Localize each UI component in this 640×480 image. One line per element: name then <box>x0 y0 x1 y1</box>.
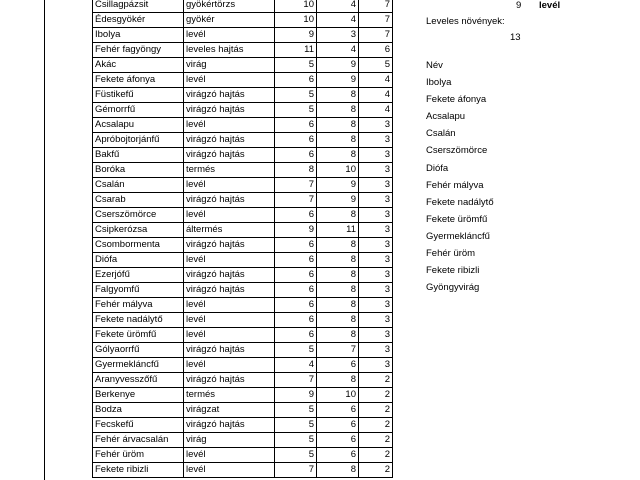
cell-value-a[interactable]: 6 <box>275 298 317 313</box>
cell-part[interactable]: virágzó hajtás <box>184 193 275 208</box>
cell-part[interactable]: levél <box>184 208 275 223</box>
cell-value-a[interactable]: 9 <box>275 388 317 403</box>
cell-value-b[interactable]: 8 <box>317 253 359 268</box>
cell-name[interactable]: Édesgyökér <box>93 13 184 28</box>
cell-value-a[interactable]: 7 <box>275 463 317 478</box>
table-row <box>93 133 393 148</box>
list-item[interactable]: Fehér üröm <box>426 248 476 260</box>
cell-name[interactable]: Berkenye <box>93 388 184 403</box>
cell-value-c[interactable]: 3 <box>359 358 393 373</box>
cell-part[interactable]: levél <box>184 448 275 463</box>
cell-name[interactable]: Cserszömörce <box>93 208 184 223</box>
cell-value-a[interactable]: 6 <box>275 268 317 283</box>
table-row <box>93 298 393 313</box>
table-row <box>93 73 393 88</box>
cell-name[interactable]: Ibolya <box>93 28 184 43</box>
leveles-count-cell[interactable]: 13 <box>510 32 521 43</box>
cell-value-b[interactable]: 10 <box>317 163 359 178</box>
cell-value-b[interactable]: 4 <box>317 43 359 58</box>
cell-value-c[interactable]: 7 <box>359 28 393 43</box>
leveles-label-cell[interactable]: Leveles növények: <box>426 16 505 27</box>
cell-value-a[interactable]: 4 <box>275 358 317 373</box>
cell-value-b[interactable]: 8 <box>317 328 359 343</box>
cell-part[interactable]: termés <box>184 163 275 178</box>
list-item[interactable]: Csalán <box>426 128 456 140</box>
cell-name[interactable]: Csombormenta <box>93 238 184 253</box>
table-row <box>93 268 393 283</box>
list-item[interactable]: Fekete nadálytő <box>426 196 494 208</box>
table-row <box>93 13 393 28</box>
cell-value-a[interactable]: 5 <box>275 343 317 358</box>
cell-value-b[interactable]: 9 <box>317 73 359 88</box>
cell-part[interactable]: virágzó hajtás <box>184 418 275 433</box>
cell-value-a[interactable]: 5 <box>275 88 317 103</box>
table-row <box>93 463 393 478</box>
table-row <box>93 148 393 163</box>
cell-value-c[interactable]: 2 <box>359 433 393 448</box>
table-row <box>93 343 393 358</box>
cell-part[interactable]: levél <box>184 328 275 343</box>
table-row <box>93 88 393 103</box>
cell-part[interactable]: virágzó hajtás <box>184 343 275 358</box>
cell-value-c[interactable]: 7 <box>359 13 393 28</box>
cell-value-c[interactable]: 3 <box>359 268 393 283</box>
cell-value-a[interactable]: 5 <box>275 58 317 73</box>
cell-value-a[interactable]: 6 <box>275 328 317 343</box>
cell-value-b[interactable]: 6 <box>317 448 359 463</box>
data-table-body <box>93 0 393 478</box>
cell-name[interactable]: Csalán <box>93 178 184 193</box>
cell-value-c[interactable]: 3 <box>359 208 393 223</box>
cell-part[interactable]: virág <box>184 58 275 73</box>
cell-name[interactable]: Fehér fagyöngy <box>93 43 184 58</box>
cell-name[interactable]: Fehér mályva <box>93 298 184 313</box>
table-row <box>93 238 393 253</box>
cell-value-b[interactable]: 8 <box>317 463 359 478</box>
cell-part[interactable]: virágzat <box>184 403 275 418</box>
cell-value-c[interactable]: 3 <box>359 163 393 178</box>
cell-part[interactable]: levél <box>184 463 275 478</box>
list-item[interactable]: Diófa <box>426 162 449 174</box>
top-number-cell[interactable]: 9 <box>516 0 522 11</box>
cell-name[interactable]: Gyermekláncfű <box>93 358 184 373</box>
cell-value-c[interactable]: 7 <box>359 0 393 13</box>
list-item[interactable]: Gyöngyvirág <box>426 282 480 294</box>
cell-part[interactable]: virágzó hajtás <box>184 148 275 163</box>
cell-value-b[interactable]: 11 <box>317 223 359 238</box>
cell-value-c[interactable]: 2 <box>359 463 393 478</box>
cell-value-a[interactable]: 5 <box>275 103 317 118</box>
cell-value-a[interactable]: 6 <box>275 148 317 163</box>
cell-part[interactable]: virágzó hajtás <box>184 103 275 118</box>
table-row <box>93 58 393 73</box>
cell-value-b[interactable]: 8 <box>317 118 359 133</box>
cell-name[interactable]: Fekete ürömfű <box>93 328 184 343</box>
table-row <box>93 328 393 343</box>
cell-value-b[interactable]: 8 <box>317 268 359 283</box>
cell-value-c[interactable]: 3 <box>359 343 393 358</box>
cell-part[interactable]: levél <box>184 358 275 373</box>
cell-value-c[interactable]: 3 <box>359 133 393 148</box>
cell-name[interactable]: Fehér árvacsalán <box>93 433 184 448</box>
cell-name[interactable]: Ezerjófű <box>93 268 184 283</box>
list-item[interactable]: Cserszömörce <box>426 145 488 157</box>
cell-name[interactable]: Akác <box>93 58 184 73</box>
cell-value-a[interactable]: 5 <box>275 418 317 433</box>
cell-value-c[interactable]: 2 <box>359 388 393 403</box>
table-row <box>93 403 393 418</box>
cell-value-b[interactable]: 9 <box>317 178 359 193</box>
table-row <box>93 208 393 223</box>
cell-value-a[interactable]: 9 <box>275 223 317 238</box>
cell-value-b[interactable]: 8 <box>317 88 359 103</box>
cell-part[interactable]: levél <box>184 73 275 88</box>
cell-value-b[interactable]: 3 <box>317 28 359 43</box>
cell-value-b[interactable]: 6 <box>317 418 359 433</box>
cell-name[interactable]: Diófa <box>93 253 184 268</box>
cell-value-c[interactable]: 3 <box>359 313 393 328</box>
cell-value-b[interactable]: 8 <box>317 148 359 163</box>
cell-value-b[interactable]: 6 <box>317 403 359 418</box>
cell-value-b[interactable]: 8 <box>317 238 359 253</box>
list-item[interactable]: Fehér mályva <box>426 179 484 191</box>
cell-value-c[interactable]: 3 <box>359 118 393 133</box>
cell-part[interactable]: levél <box>184 313 275 328</box>
cell-value-b[interactable]: 8 <box>317 133 359 148</box>
cell-value-b[interactable]: 10 <box>317 388 359 403</box>
cell-name[interactable]: Fecskefű <box>93 418 184 433</box>
cell-part[interactable]: áltermés <box>184 223 275 238</box>
cell-name[interactable]: Gémorrfű <box>93 103 184 118</box>
cell-value-a[interactable]: 5 <box>275 403 317 418</box>
cell-value-a[interactable]: 7 <box>275 178 317 193</box>
list-item[interactable]: Ibolya <box>426 77 452 89</box>
cell-value-c[interactable]: 2 <box>359 403 393 418</box>
cell-value-c[interactable]: 3 <box>359 193 393 208</box>
cell-value-c[interactable]: 3 <box>359 178 393 193</box>
cell-part[interactable]: virágzó hajtás <box>184 268 275 283</box>
cell-value-c[interactable]: 4 <box>359 73 393 88</box>
cell-value-a[interactable]: 10 <box>275 13 317 28</box>
cell-part[interactable]: levél <box>184 253 275 268</box>
cell-value-b[interactable]: 4 <box>317 13 359 28</box>
cell-value-a[interactable]: 5 <box>275 433 317 448</box>
cell-part[interactable]: gyökértörzs <box>184 0 275 13</box>
table-row <box>93 163 393 178</box>
cell-value-a[interactable]: 6 <box>275 283 317 298</box>
cell-part[interactable]: virág <box>184 433 275 448</box>
cell-value-a[interactable]: 7 <box>275 193 317 208</box>
cell-value-c[interactable]: 3 <box>359 298 393 313</box>
cell-value-b[interactable]: 9 <box>317 58 359 73</box>
cell-value-a[interactable]: 11 <box>275 43 317 58</box>
name-list <box>426 57 494 296</box>
cell-name[interactable]: Fekete nadálytő <box>93 313 184 328</box>
cell-value-b[interactable]: 8 <box>317 208 359 223</box>
cell-value-a[interactable]: 6 <box>275 73 317 88</box>
cell-name[interactable]: Csipkerózsa <box>93 223 184 238</box>
cell-name[interactable]: Bodza <box>93 403 184 418</box>
table-row <box>93 223 393 238</box>
cell-value-c[interactable]: 3 <box>359 148 393 163</box>
cell-name[interactable]: Füstikefű <box>93 88 184 103</box>
cell-part[interactable]: gyökér <box>184 13 275 28</box>
table-row <box>93 418 393 433</box>
table-row <box>93 358 393 373</box>
cell-name[interactable]: Fehér üröm <box>93 448 184 463</box>
cell-value-a[interactable]: 5 <box>275 448 317 463</box>
table-row <box>93 283 393 298</box>
cell-value-c[interactable]: 2 <box>359 448 393 463</box>
cell-part[interactable]: virágzó hajtás <box>184 88 275 103</box>
cell-name[interactable]: Boróka <box>93 163 184 178</box>
cell-name[interactable]: Csarab <box>93 193 184 208</box>
list-item[interactable]: Fekete ürömfű <box>426 213 488 225</box>
cell-value-b[interactable]: 8 <box>317 313 359 328</box>
list-item[interactable]: Fekete áfonya <box>426 94 487 106</box>
cell-value-b[interactable]: 8 <box>317 103 359 118</box>
cell-value-c[interactable]: 4 <box>359 103 393 118</box>
table-row <box>93 433 393 448</box>
table-row <box>93 28 393 43</box>
list-item[interactable]: Fekete ribizli <box>426 265 480 277</box>
cell-value-b[interactable]: 9 <box>317 193 359 208</box>
cell-value-c[interactable]: 2 <box>359 373 393 388</box>
cell-value-a[interactable]: 6 <box>275 253 317 268</box>
cell-value-c[interactable]: 3 <box>359 223 393 238</box>
cell-value-a[interactable]: 6 <box>275 133 317 148</box>
table-row <box>93 118 393 133</box>
cell-name[interactable]: Falgyomfű <box>93 283 184 298</box>
cell-name[interactable]: Gólyaorrfű <box>93 343 184 358</box>
table-row <box>93 253 393 268</box>
cell-value-b[interactable]: 6 <box>317 433 359 448</box>
top-word-cell[interactable]: levél <box>539 0 561 11</box>
cell-value-a[interactable]: 9 <box>275 28 317 43</box>
table-row <box>93 178 393 193</box>
cell-value-c[interactable]: 3 <box>359 238 393 253</box>
cell-part[interactable]: levél <box>184 178 275 193</box>
cell-value-c[interactable]: 3 <box>359 283 393 298</box>
cell-part[interactable]: levél <box>184 28 275 43</box>
cell-name[interactable]: Csillagpázsit <box>93 0 184 13</box>
cell-part[interactable]: virágzó hajtás <box>184 133 275 148</box>
cell-part[interactable]: levél <box>184 118 275 133</box>
cell-value-b[interactable]: 6 <box>317 358 359 373</box>
cell-value-c[interactable]: 5 <box>359 58 393 73</box>
cell-value-b[interactable]: 8 <box>317 283 359 298</box>
table-row <box>93 373 393 388</box>
cell-part[interactable]: levél <box>184 298 275 313</box>
table-row <box>93 43 393 58</box>
cell-name[interactable]: Aranyvesszőfű <box>93 373 184 388</box>
cell-value-c[interactable]: 6 <box>359 43 393 58</box>
cell-name[interactable]: Fekete áfonya <box>93 73 184 88</box>
cell-value-a[interactable]: 6 <box>275 118 317 133</box>
cell-part[interactable]: virágzó hajtás <box>184 238 275 253</box>
cell-value-a[interactable]: 7 <box>275 373 317 388</box>
table-row <box>93 103 393 118</box>
cell-name[interactable]: Bakfű <box>93 148 184 163</box>
table-row <box>93 313 393 328</box>
table-row <box>93 448 393 463</box>
cell-name[interactable]: Acsalapu <box>93 118 184 133</box>
cell-name[interactable]: Fekete ribizli <box>93 463 184 478</box>
cell-part[interactable]: virágzó hajtás <box>184 373 275 388</box>
sheet-left-border <box>44 0 45 480</box>
cell-part[interactable]: leveles hajtás <box>184 43 275 58</box>
cell-part[interactable]: virágzó hajtás <box>184 283 275 298</box>
cell-value-c[interactable]: 4 <box>359 88 393 103</box>
table-row <box>93 0 393 13</box>
cell-value-c[interactable]: 3 <box>359 253 393 268</box>
cell-value-a[interactable]: 6 <box>275 238 317 253</box>
cell-value-c[interactable]: 3 <box>359 328 393 343</box>
cell-value-b[interactable]: 8 <box>317 373 359 388</box>
list-item[interactable]: Acsalapu <box>426 111 466 123</box>
cell-value-a[interactable]: 10 <box>275 0 317 13</box>
table-row <box>93 193 393 208</box>
cell-value-b[interactable]: 8 <box>317 298 359 313</box>
cell-value-b[interactable]: 7 <box>317 343 359 358</box>
cell-name[interactable]: Apróbojtorjánfű <box>93 133 184 148</box>
list-item[interactable]: Gyermekláncfű <box>426 230 490 242</box>
data-table <box>92 0 393 478</box>
table-row <box>93 388 393 403</box>
list-header-cell[interactable]: Név <box>426 60 443 71</box>
cell-value-a[interactable]: 6 <box>275 208 317 223</box>
cell-value-a[interactable]: 6 <box>275 313 317 328</box>
cell-value-c[interactable]: 2 <box>359 418 393 433</box>
cell-value-a[interactable]: 8 <box>275 163 317 178</box>
cell-value-b[interactable]: 4 <box>317 0 359 13</box>
cell-part[interactable]: termés <box>184 388 275 403</box>
